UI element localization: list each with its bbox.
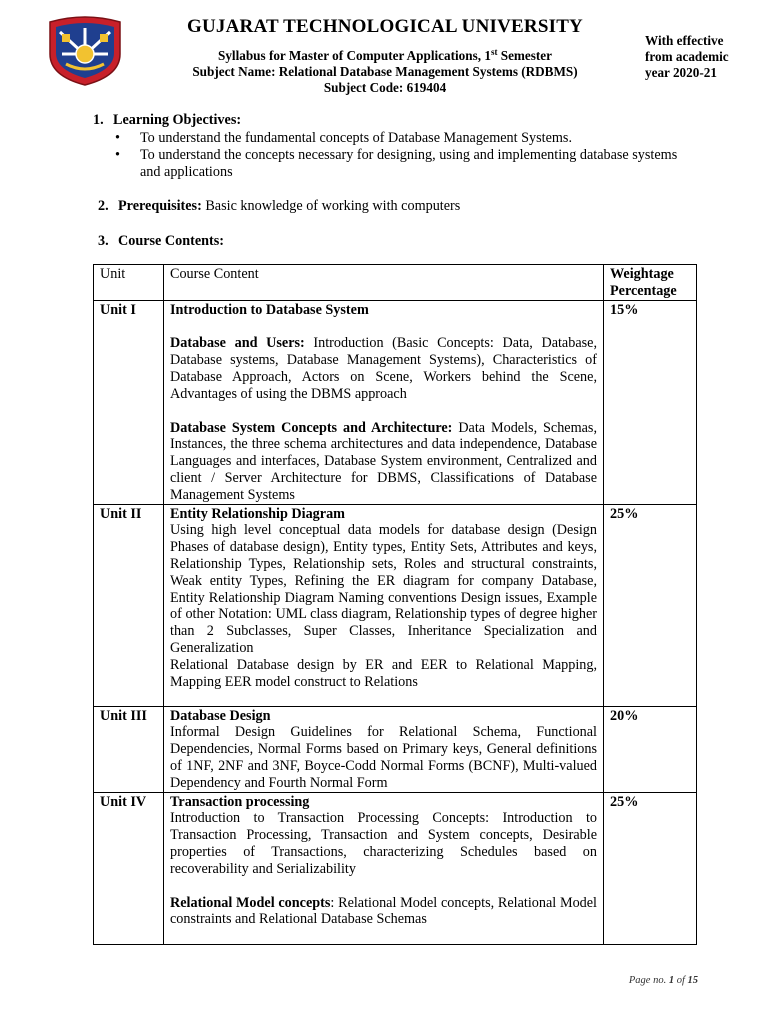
unit-cell: Unit II xyxy=(94,504,164,706)
header-weightage: Weightage Percentage xyxy=(604,265,697,301)
paragraph-title: Database System Concepts and Architecture: xyxy=(170,419,453,436)
paragraph-text: Introduction (Basic Concepts: Data, Database, Database systems, Database Management Systems), Characteristics of Database Approach, Actors on Scene, Workers behind the Scene, Advantages of using the DBMS approach xyxy=(170,335,597,402)
unit-title: Transaction processing xyxy=(170,793,310,810)
subject-code: Subject Code: 619404 xyxy=(323,80,447,95)
syllabus-text: Syllabus for Master of Computer Applications, 1 xyxy=(218,48,491,63)
paragraph-text: Data Models, Schemas, Instances, the three schema architectures and data independence, Database Languages and interfaces, Database System environment, Centralized and client / Server Architecture for DBMS, Classifications of Database Management Systems xyxy=(170,419,597,503)
bullet-icon: • xyxy=(115,147,120,163)
unit-cell: Unit IV xyxy=(94,792,164,944)
syllabus-line xyxy=(150,44,620,64)
content-cell xyxy=(164,300,604,504)
content-cell xyxy=(164,504,604,706)
unit-cell: Unit I xyxy=(94,300,164,504)
university-name: GUJARAT TECHNOLOGICAL UNIVERSITY xyxy=(187,16,583,37)
table-header-row xyxy=(94,265,697,301)
header-unit: Unit xyxy=(94,265,164,301)
section-title: Course Contents: xyxy=(118,233,225,249)
syllabus-superscript: st xyxy=(490,47,498,57)
content-paragraph xyxy=(170,895,597,929)
weightage-cell: 20% xyxy=(604,706,697,792)
effective-note xyxy=(645,33,729,81)
section-title: Prerequisites: xyxy=(118,198,202,214)
list-item xyxy=(112,147,692,181)
gtu-logo xyxy=(44,14,126,86)
bullet-icon: • xyxy=(115,130,120,146)
content-paragraph: Introduction to Transaction Processing Concepts: Introduction to Transaction Processing, Transaction and System concepts, Desirable properties of Transactions, characterizing Schedules based on recoverability and Serializability xyxy=(170,810,597,877)
table-row xyxy=(94,706,697,792)
section-prerequisites xyxy=(98,198,460,215)
table-row xyxy=(94,792,697,944)
list-item xyxy=(112,130,692,147)
table-row xyxy=(94,300,697,504)
content-cell xyxy=(164,706,604,792)
unit-cell: Unit III xyxy=(94,706,164,792)
content-paragraph: Informal Design Guidelines for Relational Schema, Functional Dependencies, Normal Forms based on Primary keys, General definitions of 1NF, 2NF and 3NF, Boyce-Codd Normal Forms (BCNF), Multi-valued Dependency and Fourth Normal Form xyxy=(170,724,597,791)
course-contents-table xyxy=(93,264,697,945)
content-paragraph: Relational Database design by ER and EER to Relational Mapping, Mapping EER model construct to Relations xyxy=(170,656,597,690)
unit-title: Entity Relationship Diagram xyxy=(170,505,345,522)
objective-text: To understand the concepts necessary for designing, using and implementing database systems and applications xyxy=(140,147,678,180)
section-number: 3. xyxy=(98,233,109,249)
subject-name: Subject Name: Relational Database Management Systems (RDBMS) xyxy=(192,64,578,79)
syllabus-semester: Semester xyxy=(497,48,552,63)
weightage-cell: 25% xyxy=(604,792,697,944)
objective-text: To understand the fundamental concepts of Database Management Systems. xyxy=(140,130,572,146)
unit-title: Database Design xyxy=(170,707,271,724)
section-number: 2. xyxy=(98,198,109,214)
weightage-cell: 15% xyxy=(604,300,697,504)
content-paragraph xyxy=(170,335,597,402)
page-of: of xyxy=(674,975,688,986)
page-prefix: Page no. xyxy=(628,975,669,986)
unit-title: Introduction to Database System xyxy=(170,301,369,318)
content-paragraph xyxy=(170,420,597,504)
document-header xyxy=(150,16,620,96)
content-paragraph: Using high level conceptual data models for database design (Design Phases of database design), Entity types, Entity Sets, Attributes and keys, Relationship Types, Relationship sets, Roles and structural constraints, Weak entity Types, Refining the ER diagram for company Database, Entity Relationship Diagram Naming conventions Design issues, Example of other Notation: UML class diagram, Relationship types of degree higher than 2 Subclasses, Super Classes, Inheritance Specialization and Generalization xyxy=(170,522,597,656)
section-course-contents xyxy=(98,233,224,250)
table-row xyxy=(94,504,697,706)
page-number xyxy=(629,975,698,986)
paragraph-title: Database and Users: xyxy=(170,335,305,352)
header-course-content: Course Content xyxy=(164,265,604,301)
section-learning-objectives xyxy=(93,112,241,129)
section-title: Learning Objectives: xyxy=(113,112,242,128)
prerequisites-text: Basic knowledge of working with computers xyxy=(201,198,461,214)
effective-line-1: With effective xyxy=(645,33,724,48)
effective-line-3: year 2020-21 xyxy=(645,65,717,80)
weightage-cell: 25% xyxy=(604,504,697,706)
current-page: 1 xyxy=(668,975,675,986)
paragraph-text: : Relational Model concepts, Relational Model constraints and Relational Database Schemas xyxy=(170,894,598,928)
effective-line-2: from academic xyxy=(645,49,729,64)
total-pages: 15 xyxy=(687,975,698,986)
objectives-list xyxy=(112,130,692,181)
section-number: 1. xyxy=(93,112,104,128)
paragraph-title: Relational Model concepts xyxy=(170,894,331,911)
content-cell xyxy=(164,792,604,944)
